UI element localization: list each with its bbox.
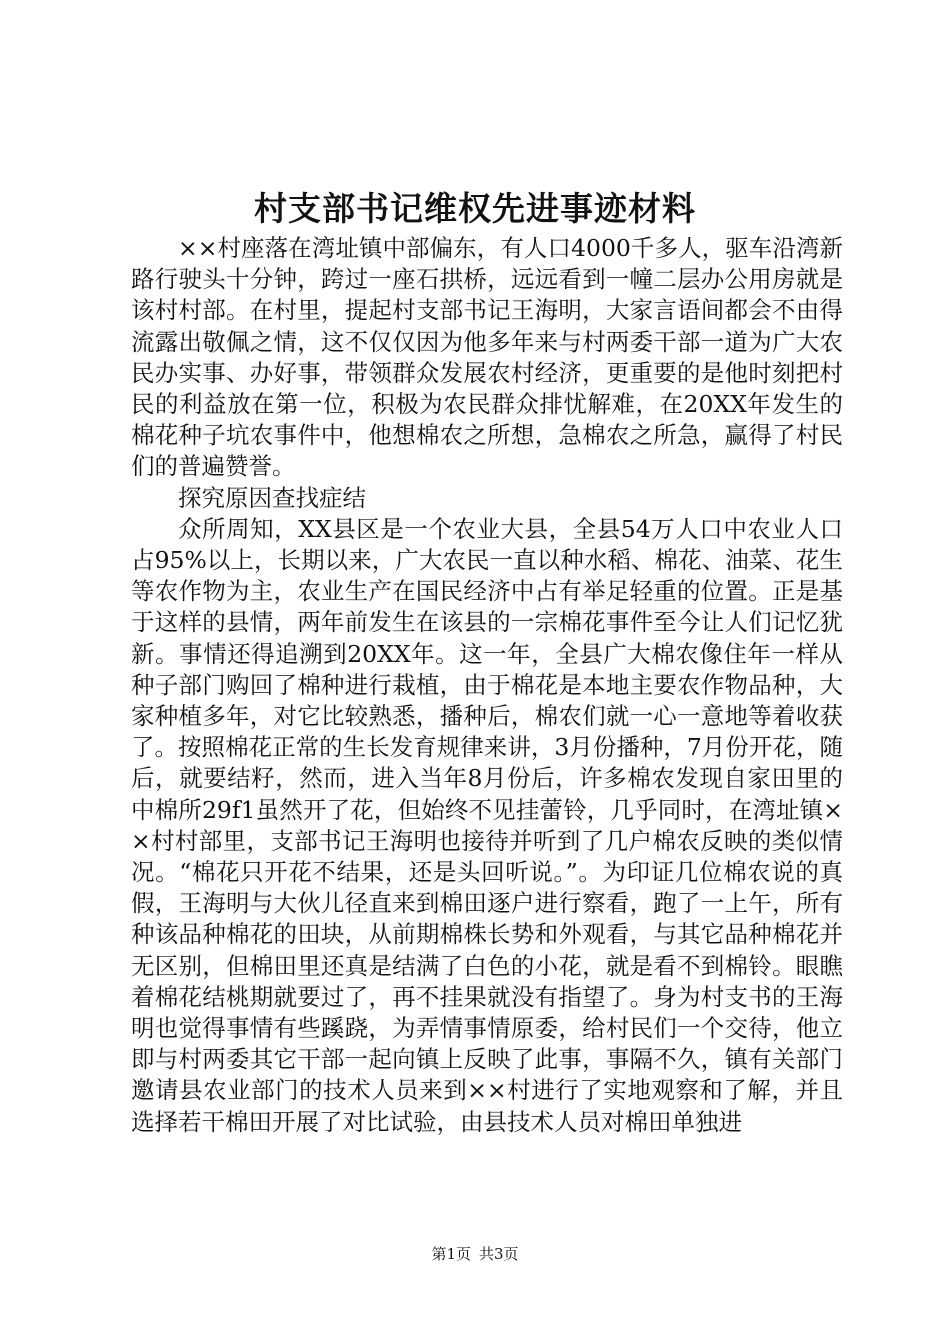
paragraph-intro: ××村座落在湾址镇中部偏东，有人口4000千多人，驱车沿湾新路行驶头十分钟，跨过一座石拱桥，远远看到一幢二层办公用房就是该村村部。在村里，提起村支部书记王海明，大家言语间都会不由得流露出敬佩之情，这不仅仅因为他多年来与村两委干部一道为广大农民办实事、办好事，带领群众发展农村经济，更重要的是他时刻把村民的利益放在第一位，积极为农民群众排忧解难，在20XX年发生的棉花种子坑农事件中，他想棉农之所想，急棉农之所急，赢得了村民们的普遍赞誉。 <box>131 234 843 481</box>
paragraph-background: 众所周知，XX县区是一个农业大县，全县54万人口中农业人口占95%以上，长期以来，广大农民一直以种水稻、棉花、油菜、花生等农作物为主，农业生产在国民经济中占有举足轻重的位置。正是基于这样的县情，两年前发生在该县的一宗棉花事件至今让人们记忆犹新。事情还得追溯到20XX年。这一年，全县广大棉农像住年一样从种子部门购回了棉种进行栽植，由于棉花是本地主要农作物品种，大家种植多年，对它比较熟悉，播种后，棉农们就一心一意地等着收获了。按照棉花正常的生长发育规律来讲，3月份播种，7月份开花，随后，就要结籽，然而，进入当年8月份后，许多棉农发现自家田里的中棉所29f1虽然开了花，但始终不见挂蕾铃，几乎同时，在湾址镇××村村部里，支部书记王海明也接待并听到了几户棉农反映的类似情况。“棉花只开花不结果，还是头回听说。”。为印证几位棉农说的真假，王海明与大伙儿径直来到棉田逐户进行察看，跑了一上午，所有种该品种棉花的田块，从前期棉株长势和外观看，与其它品种棉花并无区别，但棉田里还真是结满了白色的小花，就是看不到棉铃。眼瞧着棉花结桃期就要过了，再不挂果就没有指望了。身为村支书的王海明也觉得事情有些蹊跷，为弄情事情原委，给村民们一个交待，他立即与村两委其它干部一起向镇上反映了此事，事隔不久，镇有关部门邀请县农业部门的技术人员来到××村进行了实地观察和了解，并且选择若干棉田开展了对比试验，由县技术人员对棉田单独进 <box>131 514 843 1136</box>
page-footer <box>0 1244 950 1264</box>
document-title: 村支部书记维权先进事迹材料 <box>254 189 696 228</box>
section-heading: 探究原因查找症结 <box>178 483 366 512</box>
page-total: 共3页 <box>479 1245 519 1263</box>
document-body <box>131 233 843 1138</box>
page-number: 第1页 <box>431 1245 471 1263</box>
